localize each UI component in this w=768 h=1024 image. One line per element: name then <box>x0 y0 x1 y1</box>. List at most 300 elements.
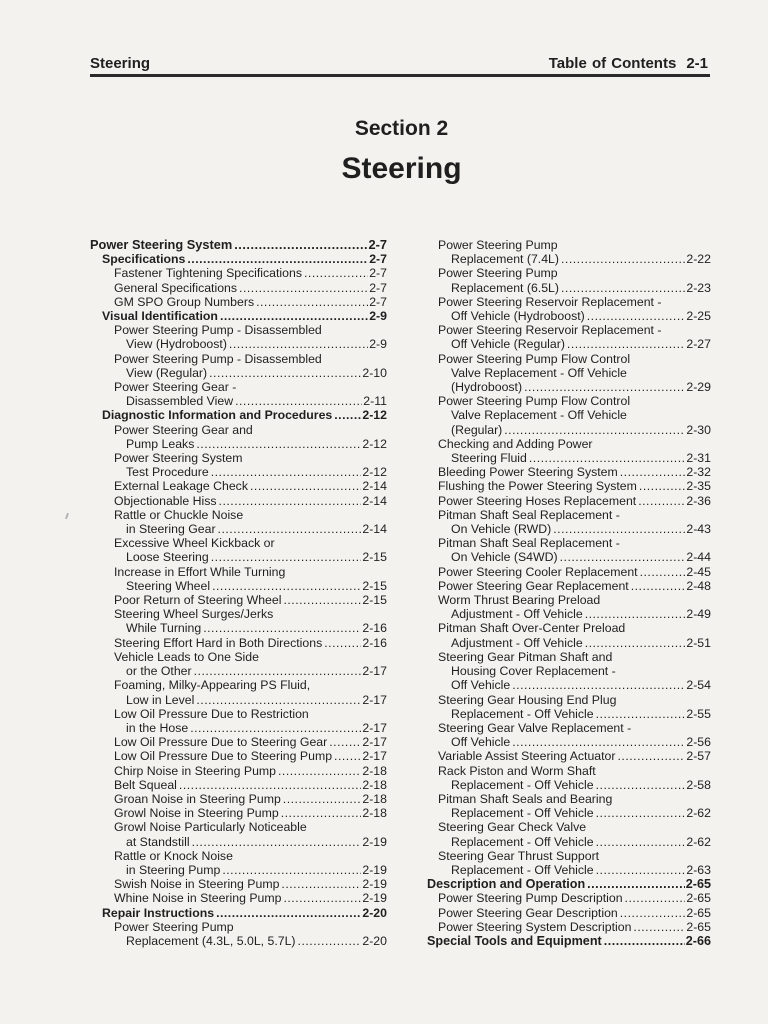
dot-leader <box>640 565 686 579</box>
toc-entry-title: Worm Thrust Bearing Preload <box>438 593 601 608</box>
toc-page-number: 2-35 <box>686 479 711 494</box>
toc-page-number: 2-20 <box>362 933 387 948</box>
toc-entry-title: Rattle or Chuckle Noise <box>114 507 244 522</box>
toc-page-number: 2-12 <box>362 408 387 423</box>
toc-entry-title: Pitman Shaft Over-Center Preload <box>438 621 626 636</box>
toc-entry-title: Groan Noise in Steering Pump <box>114 791 281 806</box>
toc-entry[interactable] <box>90 479 387 493</box>
header-rule <box>90 74 710 77</box>
dot-leader <box>283 792 362 806</box>
toc-entry-title: Steering Effort Hard in Both Directions <box>114 635 323 650</box>
toc-entry-title: On Vehicle (RWD) <box>451 522 552 537</box>
toc-entry[interactable] <box>90 536 387 564</box>
toc-entry[interactable] <box>90 380 387 408</box>
toc-page-number: 2-18 <box>362 763 387 778</box>
toc-page-number: 2-29 <box>686 380 711 395</box>
toc-entry[interactable] <box>427 437 711 465</box>
page-number: 2-1 <box>686 55 708 72</box>
toc-entry-title: Increase in Effort While Turning <box>114 564 286 579</box>
toc-entry[interactable] <box>90 877 387 891</box>
toc-entry-title: Low Oil Pressure Due to Restriction <box>114 706 309 721</box>
toc-entry-title: Growl Noise Particularly Noticeable <box>114 820 307 835</box>
toc-entry-title: Flushing the Power Steering System <box>438 479 637 494</box>
toc-page-number: 2-65 <box>686 919 711 934</box>
toc-entry[interactable] <box>427 295 711 323</box>
toc-entry[interactable] <box>90 494 387 508</box>
toc-entry-title: Power Steering Pump Flow Control <box>438 394 631 409</box>
toc-entry-title: Pitman Shaft Seal Replacement - <box>438 507 620 522</box>
toc-entry-title: Replacement (4.3L, 5.0L, 5.7L) <box>126 933 296 948</box>
toc-entry[interactable] <box>90 650 387 678</box>
page-title: Steering <box>341 152 462 185</box>
toc-entry-title: Pitman Shaft Seals and Bearing <box>438 791 613 806</box>
toc-page-number: 2-17 <box>362 720 387 735</box>
toc-entry-title: (Hydroboost) <box>451 380 523 395</box>
toc-entry-title: Variable Assist Steering Actuator <box>438 749 616 764</box>
toc-page-number: 2-32 <box>686 465 711 480</box>
dot-leader <box>596 835 686 849</box>
toc-entry-title: in Steering Gear <box>126 522 216 537</box>
toc-entry-title: Objectionable Hiss <box>114 493 217 508</box>
toc-entry[interactable] <box>90 778 387 792</box>
dot-leader <box>587 309 686 323</box>
dot-leader <box>631 579 686 593</box>
toc-entry-title: Special Tools and Equipment <box>427 933 602 948</box>
toc-entry[interactable] <box>90 451 387 479</box>
toc-entry[interactable] <box>427 693 711 721</box>
toc-entry-title: General Specifications <box>114 280 238 295</box>
toc-entry-title: Low Oil Pressure Due to Steering Gear <box>114 735 328 750</box>
toc-entry-title: Off Vehicle <box>451 735 511 750</box>
toc-entry-title: Steering Fluid <box>451 451 527 466</box>
toc-entry-title: or the Other <box>126 664 192 679</box>
toc-entry[interactable] <box>427 238 711 266</box>
dot-leader <box>633 920 685 934</box>
toc-page-number: 2-44 <box>686 550 711 565</box>
toc-page-number: 2-7 <box>369 294 387 309</box>
dot-leader <box>524 380 685 394</box>
toc-entry-title: Steering Gear Thrust Support <box>438 848 600 863</box>
toc-entry-title: Foaming, Milky-Appearing PS Fluid, <box>114 678 311 693</box>
toc-entry[interactable] <box>90 352 387 380</box>
toc-column-right <box>427 238 711 948</box>
toc-entry-title: GM SPO Group Numbers <box>114 294 255 309</box>
toc-entry-title: in Steering Pump <box>126 862 221 877</box>
toc-page-number: 2-18 <box>362 806 387 821</box>
toc-entry-title: Power Steering Pump - Disassembled <box>114 323 322 338</box>
toc-entry-title: Pitman Shaft Seal Replacement - <box>438 536 620 551</box>
dot-leader <box>567 337 685 351</box>
dot-leader <box>585 607 686 621</box>
toc-entry-title: Fastener Tightening Specifications <box>114 266 302 281</box>
toc-page-number: 2-14 <box>362 522 387 537</box>
dot-leader <box>222 863 361 877</box>
toc-entry-title: Replacement - Off Vehicle <box>451 806 594 821</box>
toc-entry-title: Rack Piston and Worm Shaft <box>438 763 596 778</box>
dot-leader <box>283 593 361 607</box>
toc-entry-title: at Standstill <box>126 834 190 849</box>
toc-page-number: 2-12 <box>362 436 387 451</box>
toc-entry-title: Steering Gear Housing End Plug <box>438 692 617 707</box>
toc-entry-title: Test Procedure <box>126 465 209 480</box>
toc-entry[interactable] <box>90 806 387 820</box>
toc-entry-title: Power Steering Pump <box>114 919 234 934</box>
toc-page-number: 2-16 <box>362 635 387 650</box>
toc-page-number: 2-62 <box>686 834 711 849</box>
toc-entry[interactable] <box>90 792 387 806</box>
toc-entry-title: Replacement - Off Vehicle <box>451 706 594 721</box>
toc-entry-title: Swish Noise in Steering Pump <box>114 877 280 892</box>
toc-page-number: 2-7 <box>368 237 387 252</box>
toc-entry[interactable] <box>90 906 387 920</box>
toc-page-number: 2-22 <box>686 252 711 267</box>
toc-entry[interactable] <box>90 323 387 351</box>
toc-entry[interactable] <box>427 934 711 948</box>
toc-entry-title: Power Steering System Description <box>438 919 632 934</box>
toc-page-number: 2-19 <box>362 891 387 906</box>
dot-leader <box>209 366 361 380</box>
dot-leader <box>235 394 362 408</box>
toc-entry-title: Replacement (6.5L) <box>451 280 559 295</box>
toc-page-number: 2-18 <box>362 791 387 806</box>
dot-leader <box>219 494 362 508</box>
toc-page-number: 2-17 <box>362 692 387 707</box>
toc-entry-title: Repair Instructions <box>102 905 215 920</box>
dot-leader <box>192 835 362 849</box>
toc-page-number: 2-17 <box>362 735 387 750</box>
dot-leader <box>596 806 686 820</box>
toc-entry[interactable] <box>427 891 711 905</box>
dot-leader <box>234 238 367 252</box>
dot-leader <box>194 664 362 678</box>
toc-page-number: 2-23 <box>686 280 711 295</box>
toc-page-number: 2-65 <box>686 891 711 906</box>
section-label: Section 2 <box>354 117 449 140</box>
toc-page-number: 2-17 <box>362 664 387 679</box>
toc-entry-title: While Turning <box>126 621 202 636</box>
toc-page-number: 2-45 <box>686 564 711 579</box>
toc-entry-title: Rattle or Knock Noise <box>114 848 233 863</box>
dot-leader <box>620 906 686 920</box>
scan-mark <box>65 513 69 519</box>
toc-entry-title: Low in Level <box>126 692 195 707</box>
toc-entry-title: Power Steering Pump Description <box>438 891 623 906</box>
dot-leader <box>512 678 685 692</box>
toc-entry-title: Housing Cover Replacement - <box>451 664 616 679</box>
toc-entry-title: Power Steering Reservoir Replacement - <box>438 294 662 309</box>
toc-page-number: 2-63 <box>686 862 711 877</box>
toc-page-number: 2-16 <box>362 621 387 636</box>
toc-entry[interactable] <box>90 593 387 607</box>
toc-entry[interactable] <box>427 536 711 564</box>
toc-entry[interactable] <box>90 565 387 593</box>
toc-entry[interactable] <box>427 749 711 763</box>
dot-leader <box>512 735 685 749</box>
toc-page-number: 2-9 <box>369 309 387 324</box>
header-section-title: Table of Contents <box>548 55 677 72</box>
toc-entry-title: Replacement - Off Vehicle <box>451 862 594 877</box>
toc-entry-title: Replacement - Off Vehicle <box>451 777 594 792</box>
toc-page-number: 2-43 <box>686 522 711 537</box>
toc-entry-title: Adjustment - Off Vehicle <box>451 635 583 650</box>
toc-entry-title: View (Hydroboost) <box>126 337 227 352</box>
toc-entry[interactable] <box>90 423 387 451</box>
toc-entry[interactable] <box>90 252 387 266</box>
running-header-right <box>549 55 708 72</box>
toc-entry-title: Power Steering Pump <box>438 238 558 252</box>
toc-entry-title: Power Steering Gear Replacement <box>438 578 629 593</box>
toc-entry-title: (Regular) <box>451 422 503 437</box>
dot-leader <box>561 281 685 295</box>
toc-entry[interactable] <box>90 508 387 536</box>
toc-entry-title: Power Steering Hoses Replacement <box>438 493 637 508</box>
toc-page-number: 2-9 <box>369 337 387 352</box>
dot-leader <box>278 764 361 778</box>
toc-entry-title: Specifications <box>102 252 186 267</box>
toc-entry[interactable] <box>427 479 711 493</box>
dot-leader <box>504 423 685 437</box>
toc-page-number: 2-7 <box>369 280 387 295</box>
toc-column-left <box>90 238 387 948</box>
toc-entry[interactable] <box>90 707 387 735</box>
toc-entry-title: in the Hose <box>126 720 189 735</box>
dot-leader <box>187 252 368 266</box>
toc-entry[interactable] <box>427 579 711 593</box>
toc-page-number: 2-7 <box>369 252 387 267</box>
toc-entry-title: Power Steering Gear and <box>114 422 253 437</box>
dot-leader <box>324 636 361 650</box>
toc-entry-title: Power Steering Gear - <box>114 380 237 395</box>
toc-page-number: 2-66 <box>685 933 711 948</box>
toc-entry[interactable] <box>427 352 711 395</box>
toc-entry[interactable] <box>90 309 387 323</box>
toc-entry-title: Power Steering Pump - Disassembled <box>114 351 322 366</box>
dot-leader <box>220 309 368 323</box>
toc-entry-title: Steering Gear Check Valve <box>438 820 587 835</box>
toc-entry-title: Off Vehicle <box>451 678 511 693</box>
toc-entry-title: Pump Leaks <box>126 436 195 451</box>
toc-entry[interactable] <box>90 891 387 905</box>
dot-leader <box>638 494 685 508</box>
toc-entry[interactable] <box>427 920 711 934</box>
dot-leader <box>553 522 685 536</box>
toc-entry[interactable] <box>427 820 711 848</box>
toc-page-number: 2-65 <box>685 877 711 892</box>
dot-leader <box>212 579 361 593</box>
toc-page-number: 2-19 <box>362 834 387 849</box>
running-header-left: Steering <box>90 55 151 72</box>
toc-entry-title: Excessive Wheel Kickback or <box>114 536 275 551</box>
toc-entry[interactable] <box>90 636 387 650</box>
dot-leader <box>196 437 361 451</box>
dot-leader <box>281 877 361 891</box>
toc-entry-title: On Vehicle (S4WD) <box>451 550 558 565</box>
toc-entry-title: Steering Gear Valve Replacement - <box>438 720 632 735</box>
toc-entry-title: Off Vehicle (Hydroboost) <box>451 309 585 324</box>
dot-leader <box>620 465 686 479</box>
toc-entry[interactable] <box>90 920 387 948</box>
toc-page-number: 2-31 <box>686 451 711 466</box>
toc-entry[interactable] <box>90 238 387 252</box>
dot-leader <box>625 891 686 905</box>
dot-leader <box>596 707 686 721</box>
dot-leader <box>250 479 361 493</box>
toc-page-number: 2-18 <box>362 777 387 792</box>
dot-leader <box>179 778 361 792</box>
toc-entry[interactable] <box>427 266 711 294</box>
toc-entry-title: Valve Replacement - Off Vehicle <box>451 408 627 423</box>
toc-entry[interactable] <box>90 820 387 848</box>
dot-leader <box>196 693 361 707</box>
toc-entry-title: Power Steering Reservoir Replacement - <box>438 323 662 338</box>
toc-page-number: 2-55 <box>686 706 711 721</box>
toc-entry-title: Loose Steering <box>126 550 209 565</box>
toc-entry[interactable] <box>90 678 387 706</box>
toc-entry-title: Vehicle Leads to One Side <box>114 649 259 664</box>
toc-entry-title: Poor Return of Steering Wheel <box>114 593 282 608</box>
toc-entry[interactable] <box>427 621 711 649</box>
toc-page-number: 2-49 <box>686 607 711 622</box>
toc-entry-title: Growl Noise in Steering Pump <box>114 806 279 821</box>
toc-entry-title: Replacement (7.4L) <box>451 252 559 267</box>
toc-entry[interactable] <box>427 764 711 792</box>
dot-leader <box>304 266 368 280</box>
dot-leader <box>596 863 686 877</box>
toc-page-number: 2-11 <box>363 394 387 409</box>
toc-entry[interactable] <box>427 394 711 437</box>
toc-page-number: 2-19 <box>362 877 387 892</box>
toc-page-number: 2-15 <box>362 593 387 608</box>
toc-entry-title: Valve Replacement - Off Vehicle <box>451 365 627 380</box>
toc-entry[interactable] <box>427 792 711 820</box>
dot-leader <box>211 550 362 564</box>
toc-entry[interactable] <box>90 295 387 309</box>
toc-entry[interactable] <box>427 593 711 621</box>
toc-page-number: 2-15 <box>362 550 387 565</box>
toc-entry-title: Bleeding Power Steering System <box>438 465 618 480</box>
dot-leader <box>298 934 362 948</box>
dot-leader <box>529 451 686 465</box>
dot-leader <box>596 778 686 792</box>
toc-entry-title: Adjustment - Off Vehicle <box>451 607 583 622</box>
toc-entry-title: Low Oil Pressure Due to Steering Pump <box>114 749 333 764</box>
toc-entry[interactable] <box>427 494 711 508</box>
dot-leader <box>229 337 368 351</box>
toc-page-number: 2-48 <box>686 578 711 593</box>
dot-leader <box>639 479 685 493</box>
toc-entry[interactable] <box>427 465 711 479</box>
toc-entry-title: External Leakage Check <box>114 479 248 494</box>
toc-entry[interactable] <box>427 906 711 920</box>
toc-entry[interactable] <box>90 408 387 422</box>
toc-entry[interactable] <box>90 764 387 778</box>
dot-leader <box>281 806 362 820</box>
toc-page-number: 2-65 <box>686 905 711 920</box>
toc-entry[interactable] <box>90 749 387 763</box>
toc-entry[interactable] <box>427 849 711 877</box>
toc-page-number: 2-27 <box>686 337 711 352</box>
toc-entry-title: Steering Wheel Surges/Jerks <box>114 607 274 622</box>
toc-page-number: 2-36 <box>686 493 711 508</box>
toc-entry-title: Steering Wheel <box>126 578 211 593</box>
toc-page-number: 2-51 <box>686 635 711 650</box>
toc-entry-title: Belt Squeal <box>114 777 177 792</box>
dot-leader <box>211 465 362 479</box>
toc-page-number: 2-15 <box>362 578 387 593</box>
dot-leader <box>190 721 361 735</box>
toc-page-number: 2-20 <box>362 905 387 920</box>
toc-entry-title: Description and Operation <box>427 877 586 892</box>
toc-entry[interactable] <box>427 721 711 749</box>
dot-leader <box>329 735 361 749</box>
toc-entry-title: View (Regular) <box>126 365 208 380</box>
dot-leader <box>283 891 361 905</box>
toc-entry[interactable] <box>427 508 711 536</box>
toc-entry-title: Whine Noise in Steering Pump <box>114 891 282 906</box>
toc-entry[interactable] <box>90 735 387 749</box>
dot-leader <box>618 749 686 763</box>
toc-entry[interactable] <box>427 323 711 351</box>
dot-leader <box>256 295 368 309</box>
toc-page-number: 2-62 <box>686 806 711 821</box>
toc-page-number: 2-54 <box>686 678 711 693</box>
dot-leader <box>334 408 361 422</box>
toc-entry[interactable] <box>90 266 387 280</box>
toc-page-number: 2-14 <box>362 493 387 508</box>
toc-entry-title: Replacement - Off Vehicle <box>451 834 594 849</box>
toc-page-number: 2-14 <box>362 479 387 494</box>
dot-leader <box>216 906 361 920</box>
toc-entry-title: Checking and Adding Power <box>438 436 593 451</box>
toc-page-number: 2-17 <box>362 749 387 764</box>
toc-entry-title: Power Steering System <box>114 451 243 466</box>
dot-leader <box>334 749 361 763</box>
toc-entry-title: Chirp Noise in Steering Pump <box>114 763 276 778</box>
dot-leader <box>561 252 685 266</box>
toc-entry-title: Power Steering Cooler Replacement <box>438 564 638 579</box>
toc-page-number: 2-58 <box>686 777 711 792</box>
toc-entry[interactable] <box>90 281 387 295</box>
toc-entry-title: Disassembled View <box>126 394 234 409</box>
toc-entry-title: Visual Identification <box>102 309 218 324</box>
toc-entry-title: Off Vehicle (Regular) <box>451 337 565 352</box>
toc-entry[interactable] <box>427 877 711 891</box>
dot-leader <box>203 621 361 635</box>
dot-leader <box>239 281 368 295</box>
toc-page-number: 2-7 <box>369 266 387 281</box>
toc-entry-title: Diagnostic Information and Procedures <box>102 408 333 423</box>
toc-entry-title: Steering Gear Pitman Shaft and <box>438 649 613 664</box>
toc-entry-title: Power Steering System <box>90 237 233 252</box>
toc-entry[interactable] <box>90 849 387 877</box>
toc-page-number: 2-57 <box>686 749 711 764</box>
toc-page-number: 2-30 <box>686 422 711 437</box>
toc-page-number: 2-12 <box>362 465 387 480</box>
toc-entry-title: Power Steering Pump Flow Control <box>438 351 631 366</box>
dot-leader <box>604 934 685 948</box>
toc-entry-title: Power Steering Pump <box>438 266 558 281</box>
toc-page-number: 2-10 <box>362 365 387 380</box>
toc-page-number: 2-19 <box>362 862 387 877</box>
dot-leader <box>585 636 686 650</box>
toc-entry[interactable] <box>427 650 711 693</box>
toc-page-number: 2-56 <box>686 735 711 750</box>
toc-entry[interactable] <box>427 565 711 579</box>
toc-page-number: 2-25 <box>686 309 711 324</box>
toc-entry[interactable] <box>90 607 387 635</box>
dot-leader <box>560 550 686 564</box>
toc-entry-title: Power Steering Gear Description <box>438 905 618 920</box>
